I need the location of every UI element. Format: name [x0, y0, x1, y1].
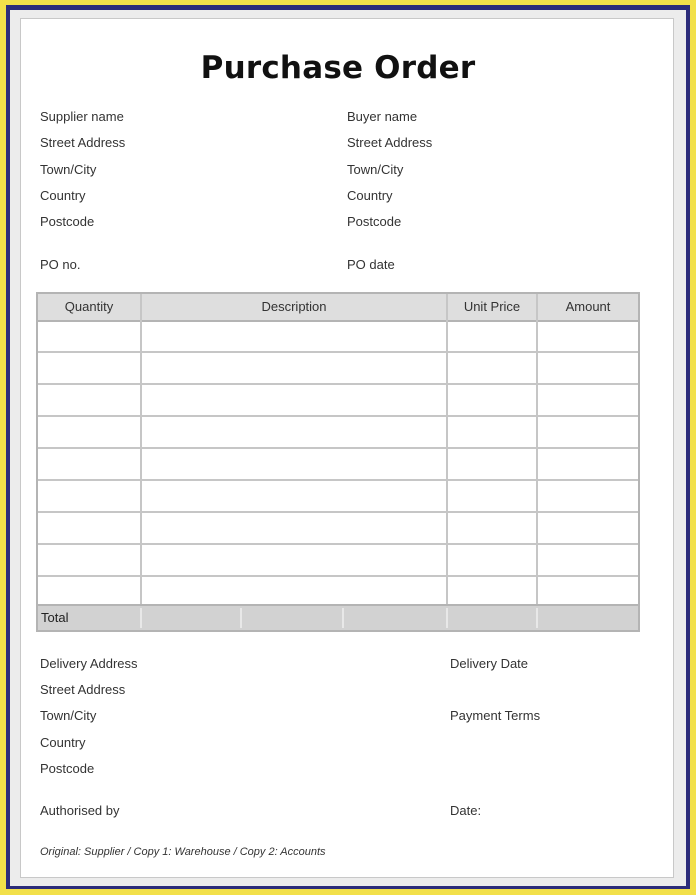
delivery-town-label: Town/City: [40, 708, 97, 723]
supplier-street-label: Street Address: [40, 135, 126, 150]
column-divider: [446, 294, 448, 606]
table-row: [38, 479, 638, 481]
header-description: Description: [261, 299, 327, 314]
po-date-label: PO date: [347, 257, 395, 272]
supplier-country-label: Country: [40, 188, 86, 203]
table-row: [38, 543, 638, 545]
total-label: Total: [41, 610, 69, 625]
total-row: [38, 604, 638, 630]
table-row: [38, 383, 638, 385]
header-quantity: Quantity: [64, 299, 114, 314]
table-row: [38, 415, 638, 417]
supplier-name-label: Supplier name: [40, 109, 124, 124]
total-divider: [342, 608, 344, 628]
delivery-postcode-label: Postcode: [40, 761, 95, 776]
buyer-postcode-label: Postcode: [347, 214, 402, 229]
header-unit-price: Unit Price: [463, 299, 521, 314]
total-divider: [446, 608, 448, 628]
table-row: [38, 575, 638, 577]
total-divider: [140, 608, 142, 628]
supplier-town-label: Town/City: [40, 162, 97, 177]
date-label: Date:: [450, 803, 482, 818]
copy-distribution-note: Original: Supplier / Copy 1: Warehouse / Copy 2: Accounts: [40, 846, 326, 858]
payment-terms-label: Payment Terms: [450, 708, 541, 723]
table-row: [38, 351, 638, 353]
header-amount: Amount: [565, 299, 611, 314]
buyer-town-label: Town/City: [347, 162, 404, 177]
supplier-postcode-label: Postcode: [40, 214, 95, 229]
column-divider: [140, 294, 142, 606]
total-divider: [536, 608, 538, 628]
delivery-date-label: Delivery Date: [450, 656, 529, 671]
delivery-country-label: Country: [40, 735, 86, 750]
po-number-label: PO no.: [40, 257, 81, 272]
total-divider: [240, 608, 242, 628]
delivery-address-label: Delivery Address: [40, 656, 138, 671]
buyer-street-label: Street Address: [347, 135, 433, 150]
column-divider: [536, 294, 538, 606]
authorised-by-label: Authorised by: [40, 803, 120, 818]
table-row: [38, 447, 638, 449]
buyer-country-label: Country: [347, 188, 393, 203]
table-row: [38, 511, 638, 513]
document-title: Purchase Order: [200, 50, 476, 86]
table-header: [38, 294, 638, 322]
delivery-street-label: Street Address: [40, 682, 126, 697]
buyer-name-label: Buyer name: [347, 109, 418, 124]
items-table: [36, 292, 640, 632]
